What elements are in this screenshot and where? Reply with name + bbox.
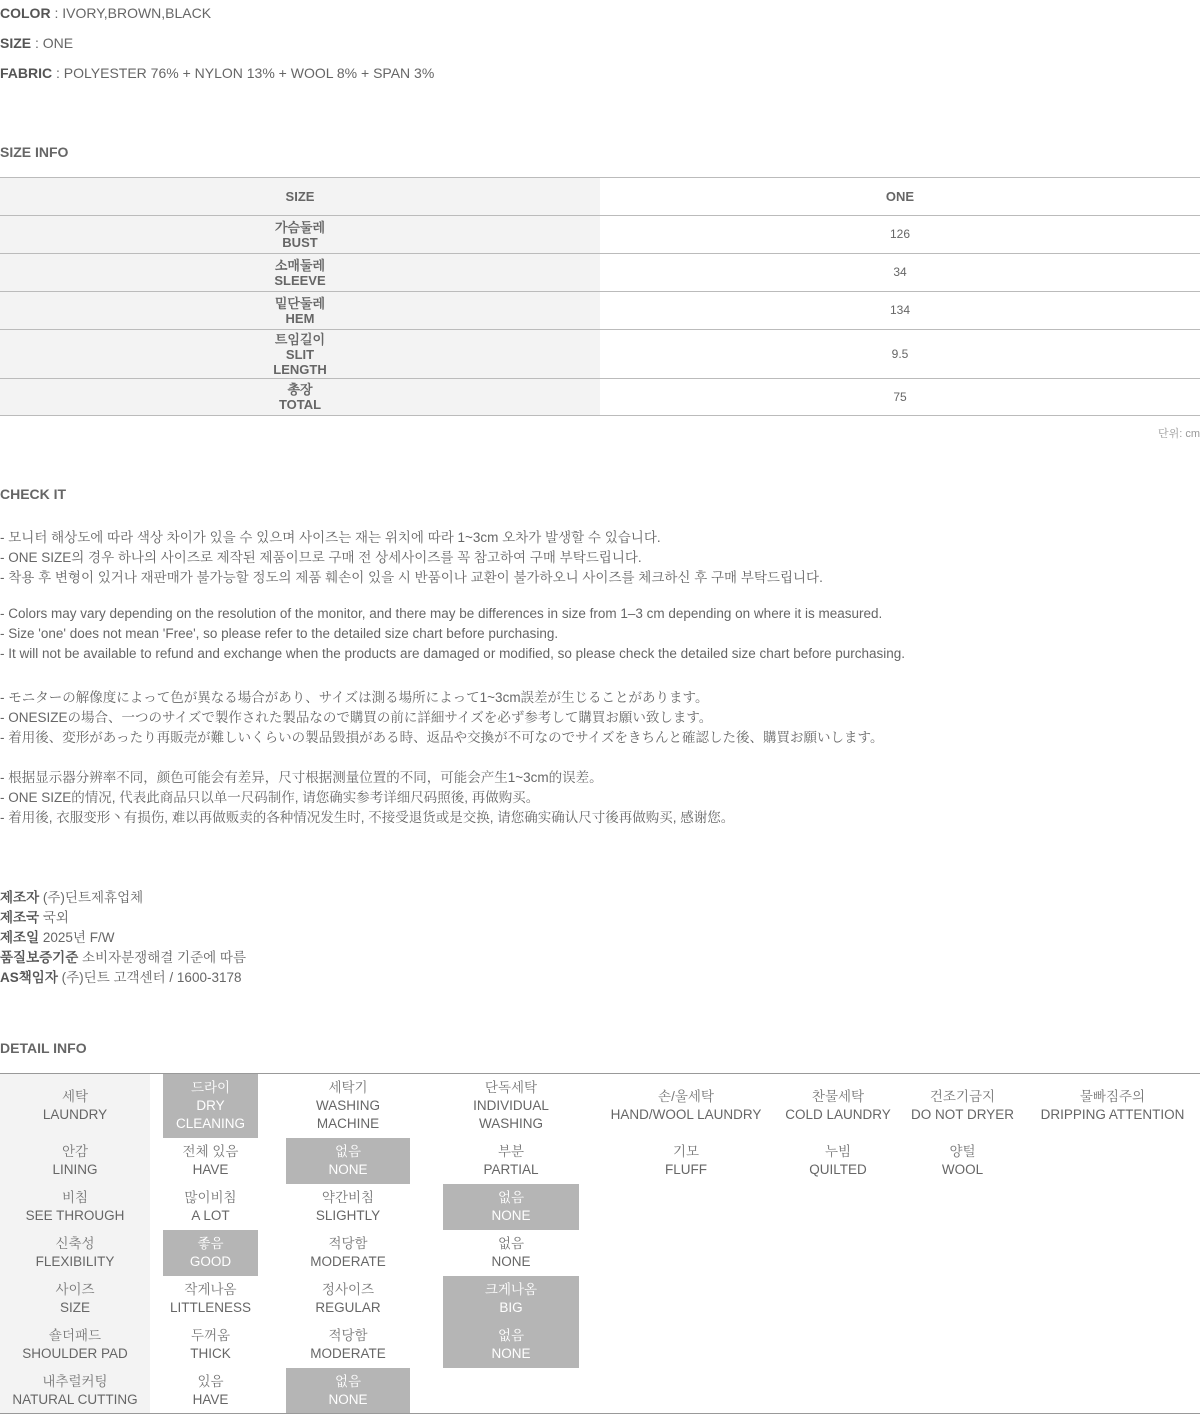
detail-row-label — [0, 1230, 150, 1276]
detail-text: SEE THROUGH — [25, 1208, 125, 1223]
check-line: - Colors may vary depending on the resolution of the monitor, and there may be differences in size from 1–3 cm depending on where it is measured. — [0, 606, 883, 621]
detail-text: PARTIAL — [483, 1162, 539, 1177]
detail-text: 부분 — [497, 1144, 525, 1159]
detail-text: 없음 — [497, 1236, 525, 1251]
size-row-label: 가슴둘레 BUST — [0, 216, 600, 254]
detail-row-label — [0, 1276, 150, 1322]
size-header-value: ONE — [600, 178, 1200, 216]
check-line: - ONESIZEの場合、一つのサイズで製作された製品なので購買の前に詳細サイズを必ず参考して購買お願い致します。 — [0, 710, 713, 725]
size-table-header — [0, 178, 1200, 216]
detail-option — [286, 1074, 410, 1138]
detail-text: 건조기금지 — [929, 1089, 996, 1104]
detail-text: 안감 — [61, 1144, 89, 1159]
detail-option — [595, 1074, 777, 1138]
detail-option-selected — [163, 1074, 258, 1138]
detail-text: SIZE — [59, 1300, 90, 1315]
detail-text: A LOT — [191, 1208, 230, 1223]
detail-row-label — [0, 1074, 150, 1138]
detail-option — [900, 1074, 1025, 1138]
detail-text: 없음 — [334, 1144, 362, 1159]
detail-text: DRIPPING ATTENTION — [1040, 1107, 1185, 1122]
detail-option — [778, 1074, 898, 1138]
detail-text: 약간비침 — [321, 1190, 375, 1205]
detail-text: 물빠짐주의 — [1079, 1089, 1146, 1104]
detail-text: WASHING MACHINE — [316, 1098, 380, 1131]
detail-text: SHOULDER PAD — [22, 1346, 128, 1361]
detail-option — [163, 1184, 258, 1230]
size-row-label: 소매둘레 SLEEVE — [0, 254, 600, 292]
detail-text: 많이비침 — [184, 1190, 237, 1205]
detail-text: 전체 있음 — [182, 1144, 239, 1159]
detail-text: 없음 — [497, 1190, 525, 1205]
detail-option — [163, 1322, 258, 1368]
detail-text: 작게나옴 — [184, 1282, 237, 1297]
detail-text: DRY — [196, 1098, 225, 1113]
unit-note: 단위: cm — [1157, 428, 1200, 440]
detail-text: DO NOT DRYER — [910, 1107, 1015, 1122]
detail-option — [900, 1138, 1025, 1184]
detail-text: 단독세탁 — [484, 1080, 538, 1095]
detail-text: NONE — [491, 1346, 531, 1361]
check-line: - Size 'one' does not mean 'Free', so please refer to the detailed size chart before purchasing. — [0, 626, 559, 641]
size-row-label: 트임길이 SLIT LENGTH — [0, 330, 600, 379]
detail-text: LITTLENESS — [169, 1300, 252, 1315]
size-row-label: 밑단둘레 HEM — [0, 292, 600, 330]
detail-option — [286, 1230, 410, 1276]
detail-text: GOOD — [189, 1254, 232, 1269]
table-row — [0, 254, 1200, 292]
detail-text: 숄더패드 — [48, 1328, 102, 1343]
detail-info-title: DETAIL INFO — [0, 1040, 87, 1056]
spec-color: COLOR : IVORY,BROWN,BLACK — [0, 5, 212, 21]
detail-text: MODERATE — [310, 1346, 386, 1361]
detail-text: 없음 — [334, 1374, 362, 1389]
detail-text: HAVE — [192, 1392, 229, 1407]
size-row-value: 34 — [600, 254, 1200, 292]
maker-quality: 품질보증기준 소비자분쟁해결 기준에 따름 — [0, 950, 246, 965]
table-row — [0, 330, 1200, 379]
size-row-value: 75 — [600, 379, 1200, 416]
check-line: - ONE SIZE的情况, 代表此商品只以单一尺码制作, 请您确实参考详细尺码照後, 再做购买。 — [0, 790, 540, 805]
detail-text: 드라이 — [190, 1080, 231, 1095]
maker-manufacturer: 제조자 (주)딘트제휴업체 — [0, 890, 144, 905]
check-line: - モニターの解像度によって色が異なる場合があり、サイズは測る場所によって1~3cm誤差が生じることがあります。 — [0, 690, 709, 705]
spec-size: SIZE : ONE — [0, 35, 74, 51]
size-row-value: 134 — [600, 292, 1200, 330]
detail-text: INDIVIDUAL WASHING — [473, 1098, 549, 1131]
maker-country: 제조국 국외 — [0, 910, 69, 925]
detail-text: 찬물세탁 — [811, 1089, 865, 1104]
detail-option — [286, 1276, 410, 1322]
detail-row-label — [0, 1184, 150, 1230]
detail-text: LINING — [52, 1162, 98, 1177]
detail-text: 세탁 — [61, 1089, 89, 1104]
size-row-label: 총장 TOTAL — [0, 379, 600, 416]
table-row — [0, 292, 1200, 330]
table-row — [0, 216, 1200, 254]
detail-text: LAUNDRY — [42, 1107, 108, 1122]
detail-text: SLIGHTLY — [315, 1208, 381, 1223]
detail-text: QUILTED — [809, 1162, 867, 1177]
detail-option — [286, 1322, 410, 1368]
detail-text: 신축성 — [55, 1236, 95, 1251]
detail-option — [163, 1276, 258, 1322]
size-info-title: SIZE INFO — [0, 144, 69, 160]
detail-text: FLUFF — [665, 1162, 707, 1177]
check-line: - ONE SIZE의 경우 하나의 사이즈로 제작된 제품이므로 구매 전 상세사이즈를 꼭 참고하여 구매 부탁드립니다. — [0, 550, 642, 565]
table-row — [0, 379, 1200, 416]
check-line: - 모니터 해상도에 따라 색상 차이가 있을 수 있으며 사이즈는 재는 위치에 따라 1~3cm 오차가 발생할 수 있습니다. — [0, 530, 661, 545]
size-row-value: 9.5 — [600, 330, 1200, 379]
divider — [0, 1413, 1200, 1414]
detail-text: 정사이즈 — [321, 1282, 375, 1297]
check-line: - It will not be available to refund and exchange when the products are damaged or modified, so please check the detailed size chart before purchasing. — [0, 646, 906, 661]
detail-option — [595, 1138, 777, 1184]
detail-text: HAND/WOOL LAUNDRY — [610, 1107, 762, 1122]
detail-option — [778, 1138, 898, 1184]
detail-text: FLEXIBILITY — [35, 1254, 115, 1269]
detail-text: 두꺼움 — [190, 1328, 231, 1343]
detail-option — [443, 1230, 579, 1276]
detail-text: REGULAR — [315, 1300, 381, 1315]
maker-as: AS책임자 (주)딘트 고객센터 / 1600-3178 — [0, 970, 242, 985]
check-line: - 着用後、変形があったり再販売が難しいくらいの製品毀損がある時、返品や交換が不可なのでサイズをきちんと確認した後、購買お願いします。 — [0, 730, 884, 745]
detail-text: HAVE — [192, 1162, 229, 1177]
detail-option — [163, 1368, 258, 1414]
check-line: - 根据显示器分辨率不同，颜色可能会有差异，尺寸根据测量位置的不同，可能会产生1~3cm的误差。 — [0, 770, 603, 785]
detail-text: 내추럴커팅 — [42, 1374, 108, 1389]
detail-text: 세탁기 — [328, 1080, 368, 1095]
detail-text: COLD LAUNDRY — [785, 1107, 891, 1122]
detail-text: 기모 — [672, 1144, 700, 1159]
detail-option — [163, 1138, 258, 1184]
detail-text: NONE — [491, 1208, 531, 1223]
detail-table — [0, 1074, 1200, 1413]
size-header-label: SIZE — [0, 178, 600, 216]
detail-row-label — [0, 1368, 150, 1414]
detail-text: THICK — [190, 1346, 231, 1361]
detail-text: NONE — [328, 1392, 368, 1407]
detail-text: 없음 — [497, 1328, 525, 1343]
detail-text: NONE — [491, 1254, 531, 1269]
detail-option-selected — [443, 1322, 579, 1368]
detail-text: 누빔 — [824, 1144, 852, 1159]
detail-text: BIG — [499, 1300, 523, 1315]
detail-text: 사이즈 — [55, 1282, 95, 1297]
detail-option-selected — [163, 1230, 258, 1276]
detail-option-selected — [443, 1276, 579, 1322]
detail-text: NONE — [328, 1162, 368, 1177]
detail-text: 양털 — [949, 1144, 976, 1159]
detail-text: 적당함 — [328, 1328, 368, 1343]
detail-option — [443, 1138, 579, 1184]
detail-row-label — [0, 1322, 150, 1368]
spec-fabric: FABRIC : POLYESTER 76% + NYLON 13% + WOOL 8% + SPAN 3% — [0, 65, 435, 81]
detail-text: 손/울세탁 — [658, 1089, 714, 1104]
size-table — [0, 177, 1200, 416]
detail-option-selected — [443, 1184, 579, 1230]
check-line: - 착용 후 변형이 있거나 재판매가 불가능할 정도의 제품 훼손이 있을 시 반품이나 교환이 불가하오니 사이즈를 체크하신 후 구매 부탁드립니다. — [0, 570, 823, 585]
detail-text: CLEANING — [175, 1116, 246, 1131]
check-it-title: CHECK IT — [0, 486, 67, 502]
detail-text: NATURAL CUTTING — [12, 1392, 138, 1407]
detail-text: 있음 — [197, 1374, 224, 1389]
size-row-value: 126 — [600, 216, 1200, 254]
detail-text: MODERATE — [310, 1254, 386, 1269]
detail-option-selected — [286, 1138, 410, 1184]
detail-text: 좋음 — [197, 1236, 224, 1251]
check-line: - 着用後, 衣服变形丶有损伤, 难以再做贩卖的各种情况发生时, 不接受退货或是交换, 请您确实确认尺寸後再做购买, 感谢您。 — [0, 810, 735, 825]
detail-text: WOOL — [941, 1162, 984, 1177]
detail-option — [1025, 1074, 1200, 1138]
detail-option — [443, 1074, 579, 1138]
maker-date: 제조일 2025년 F/W — [0, 930, 115, 945]
detail-option-selected — [286, 1368, 410, 1414]
detail-text: 비침 — [61, 1190, 89, 1205]
detail-text: 적당함 — [328, 1236, 368, 1251]
detail-text: 크게나옴 — [484, 1282, 538, 1297]
detail-option — [286, 1184, 410, 1230]
detail-row-label — [0, 1138, 150, 1184]
